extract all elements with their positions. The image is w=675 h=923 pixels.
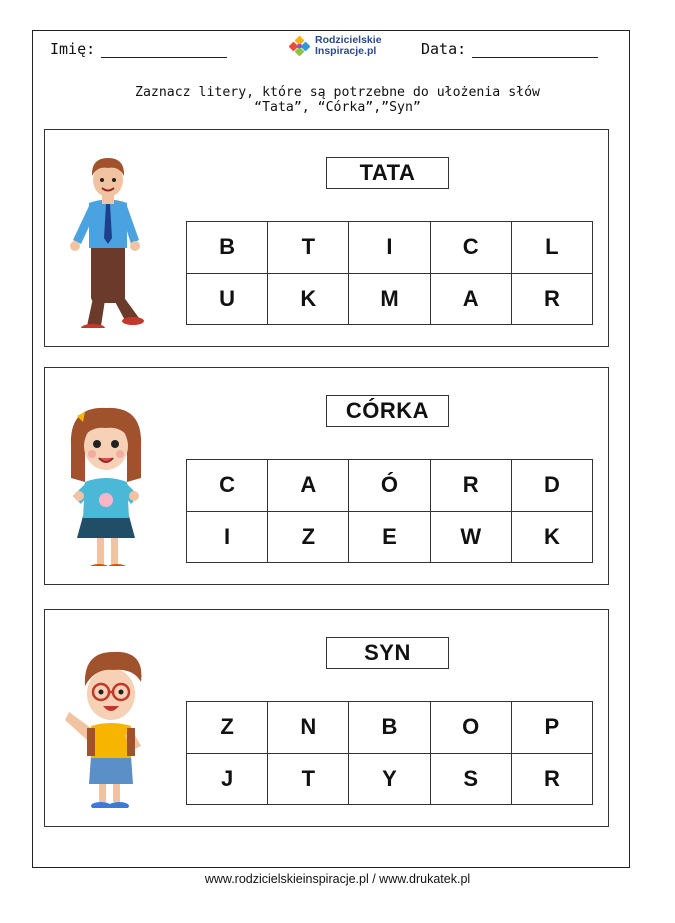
word-box: CÓRKA: [326, 395, 449, 427]
name-field[interactable]: [50, 40, 227, 58]
letter-cell[interactable]: K: [268, 274, 349, 326]
instruction-line1: Zaznacz litery, które są potrzebne do ułożenia słów: [135, 85, 540, 100]
logo-line2: Inspiracje.pl: [315, 45, 377, 57]
letter-cell[interactable]: K: [512, 512, 593, 564]
letter-grid: [186, 459, 593, 563]
letter-cell[interactable]: U: [187, 274, 268, 326]
panel-tata: [44, 129, 609, 347]
letter-cell[interactable]: R: [512, 754, 593, 806]
letter-cell[interactable]: T: [268, 754, 349, 806]
letter-cell[interactable]: L: [512, 222, 593, 274]
letter-cell[interactable]: A: [431, 274, 512, 326]
letter-cell[interactable]: Ó: [349, 460, 430, 512]
letter-cell[interactable]: C: [187, 460, 268, 512]
letter-cell[interactable]: N: [268, 702, 349, 754]
word-box: TATA: [326, 157, 449, 189]
letter-cell[interactable]: T: [268, 222, 349, 274]
instruction-line2: “Tata”, “Córka”,”Syn”: [254, 100, 421, 115]
letter-cell[interactable]: W: [431, 512, 512, 564]
date-label: Data:: [421, 40, 467, 58]
name-line[interactable]: [101, 43, 227, 58]
letter-cell[interactable]: E: [349, 512, 430, 564]
panel-syn: [44, 609, 609, 827]
date-field[interactable]: [421, 40, 598, 58]
logo: [288, 34, 382, 58]
letter-cell[interactable]: M: [349, 274, 430, 326]
letter-cell[interactable]: P: [512, 702, 593, 754]
name-label: Imię:: [50, 40, 96, 58]
letter-cell[interactable]: I: [349, 222, 430, 274]
letter-cell[interactable]: A: [268, 460, 349, 512]
girl-figure-icon: [61, 386, 151, 566]
letter-cell[interactable]: I: [187, 512, 268, 564]
dad-figure-icon: [61, 148, 151, 328]
letter-cell[interactable]: O: [431, 702, 512, 754]
letter-cell[interactable]: B: [349, 702, 430, 754]
letter-cell[interactable]: S: [431, 754, 512, 806]
letter-cell[interactable]: R: [512, 274, 593, 326]
footer-credits: www.rodzicielskieinspiracje.pl / www.drukatek.pl: [204, 872, 471, 886]
letter-cell[interactable]: D: [512, 460, 593, 512]
letter-grid: [186, 221, 593, 325]
logo-icon: [288, 34, 312, 58]
word-box: SYN: [326, 637, 449, 669]
letter-cell[interactable]: R: [431, 460, 512, 512]
boy-figure-icon: [61, 628, 151, 808]
logo-line1: Rodzicielskie: [315, 34, 382, 46]
letter-cell[interactable]: Y: [349, 754, 430, 806]
letter-cell[interactable]: Z: [187, 702, 268, 754]
panel-corka: [44, 367, 609, 585]
letter-grid: [186, 701, 593, 805]
instruction: [40, 85, 635, 115]
date-line[interactable]: [472, 43, 598, 58]
letter-cell[interactable]: Z: [268, 512, 349, 564]
letter-cell[interactable]: J: [187, 754, 268, 806]
letter-cell[interactable]: B: [187, 222, 268, 274]
letter-cell[interactable]: C: [431, 222, 512, 274]
